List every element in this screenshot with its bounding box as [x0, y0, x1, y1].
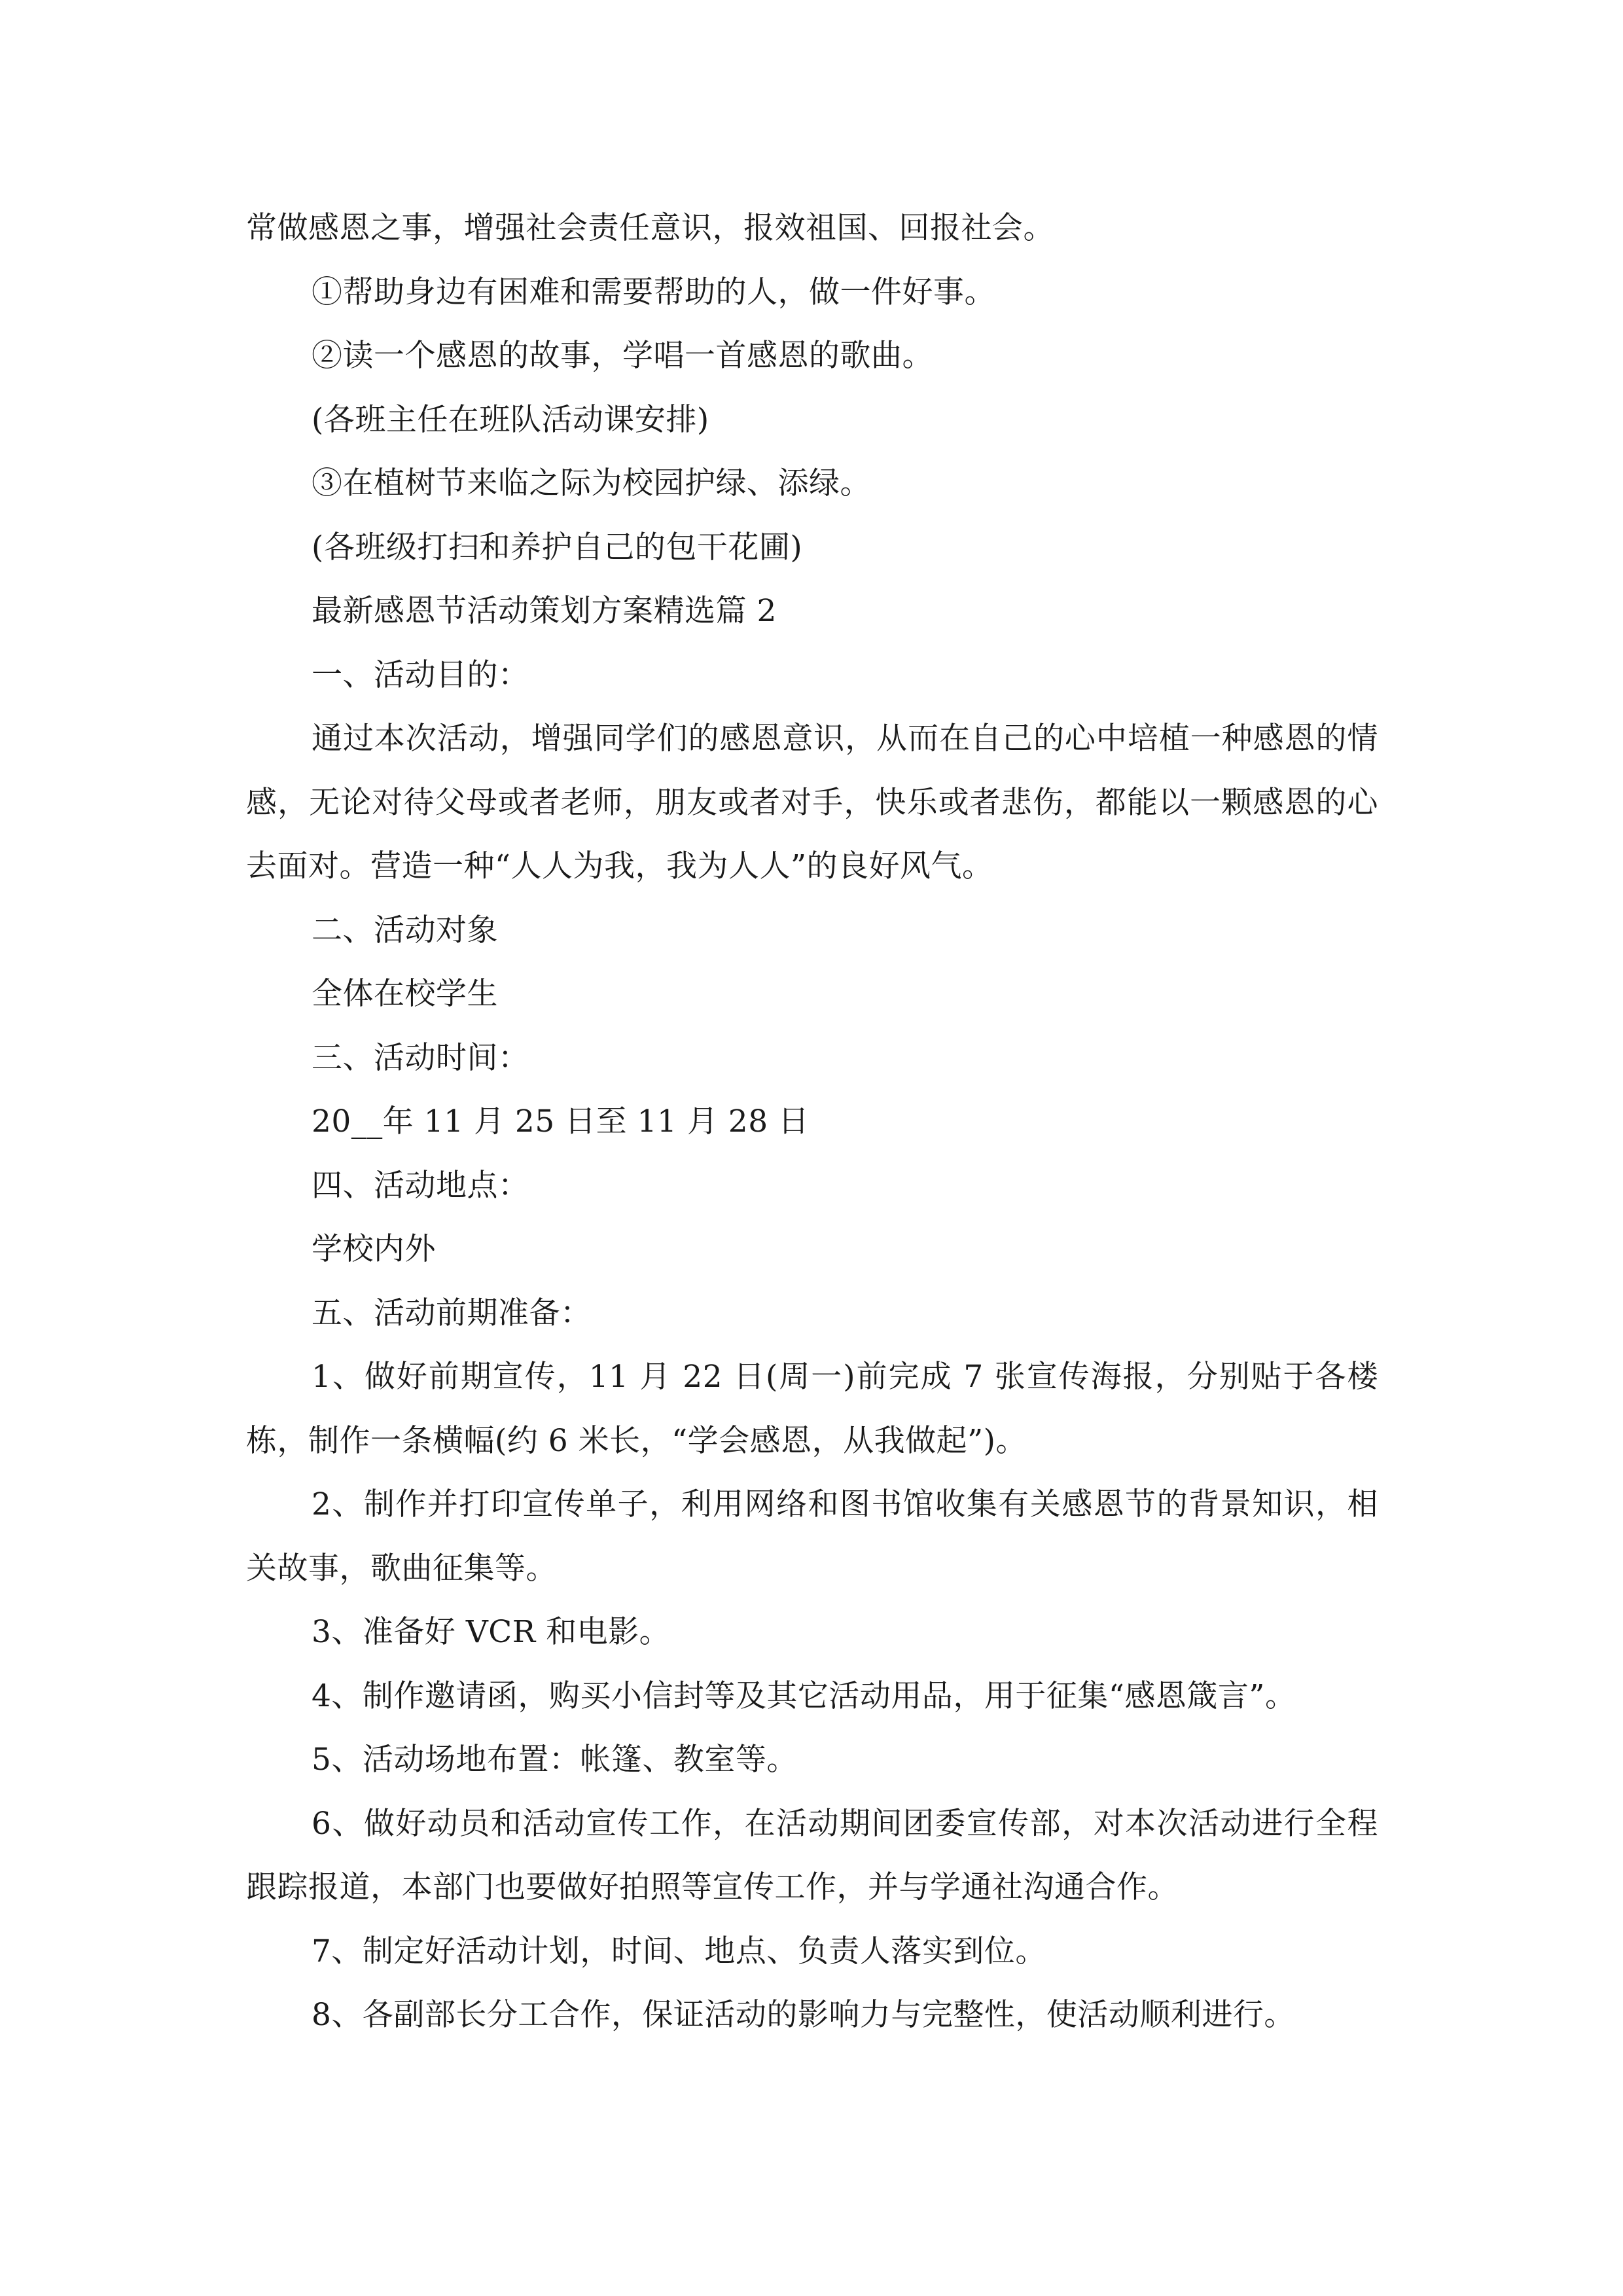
paragraph: 常做感恩之事，增强社会责任意识，报效祖国、回报社会。	[246, 210, 1054, 246]
note-paragraph: (各班级打扫和养护自己的包干花圃)	[312, 529, 803, 565]
section-heading-time: 三、活动时间：	[312, 1039, 529, 1076]
list-item: 2、制作并打印宣传单子，利用网络和图书馆收集有关感恩节的背景知识，相关故事，歌曲征集等。	[246, 1486, 1378, 1587]
paragraph-time: 20__年 11 月 25 日至 11 月 28 日	[312, 1103, 810, 1139]
section-heading-preparation: 五、活动前期准备：	[312, 1295, 592, 1331]
document-body	[246, 196, 1378, 2047]
list-item: 8、各副部长分工合作，保证活动的影响力与完整性，使活动顺利进行。	[312, 1997, 1295, 2033]
list-item: 4、制作邀请函，购买小信封等及其它活动用品，用于征集“感恩箴言”。	[312, 1677, 1296, 1714]
list-item-read-story: ②读一个感恩的故事，学唱一首感恩的歌曲。	[312, 338, 933, 374]
paragraph-purpose: 通过本次活动，增强同学们的感恩意识，从而在自己的心中培植一种感恩的情感，无论对待父母或者老师，朋友或者对手，快乐或者悲伤，都能以一颗感恩的心去面对。营造一种“人人为我，我为人人”的良好风气。	[246, 721, 1378, 884]
section-heading-purpose: 一、活动目的：	[312, 656, 529, 693]
note-paragraph: (各班主任在班队活动课安排)	[312, 401, 709, 438]
paragraph-location: 学校内外	[312, 1231, 436, 1267]
section-heading-audience: 二、活动对象	[312, 912, 498, 948]
paragraph-audience: 全体在校学生	[312, 976, 498, 1012]
list-item: 5、活动场地布置：帐篷、教室等。	[312, 1742, 798, 1778]
list-item-greening: ③在植树节来临之际为校园护绿、添绿。	[312, 465, 871, 501]
list-item: 6、做好动员和活动宣传工作，在活动期间团委宣传部，对本次活动进行全程跟踪报道，本部门也要做好拍照等宣传工作，并与学通社沟通合作。	[246, 1805, 1378, 1905]
list-item: 1、做好前期宣传，11 月 22 日(周一)前完成 7 张宣传海报，分别贴于各楼栋，制作一条横幅(约 6 米长，“学会感恩，从我做起”)。	[246, 1359, 1378, 1459]
list-item-help-others: ①帮助身边有困难和需要帮助的人，做一件好事。	[312, 274, 995, 310]
list-item: 7、制定好活动计划，时间、地点、负责人落实到位。	[312, 1933, 1046, 1969]
list-item: 3、准备好 VCR 和电影。	[312, 1614, 671, 1650]
section-heading-location: 四、活动地点：	[312, 1167, 529, 1204]
section-title: 最新感恩节活动策划方案精选篇 2	[312, 593, 777, 629]
